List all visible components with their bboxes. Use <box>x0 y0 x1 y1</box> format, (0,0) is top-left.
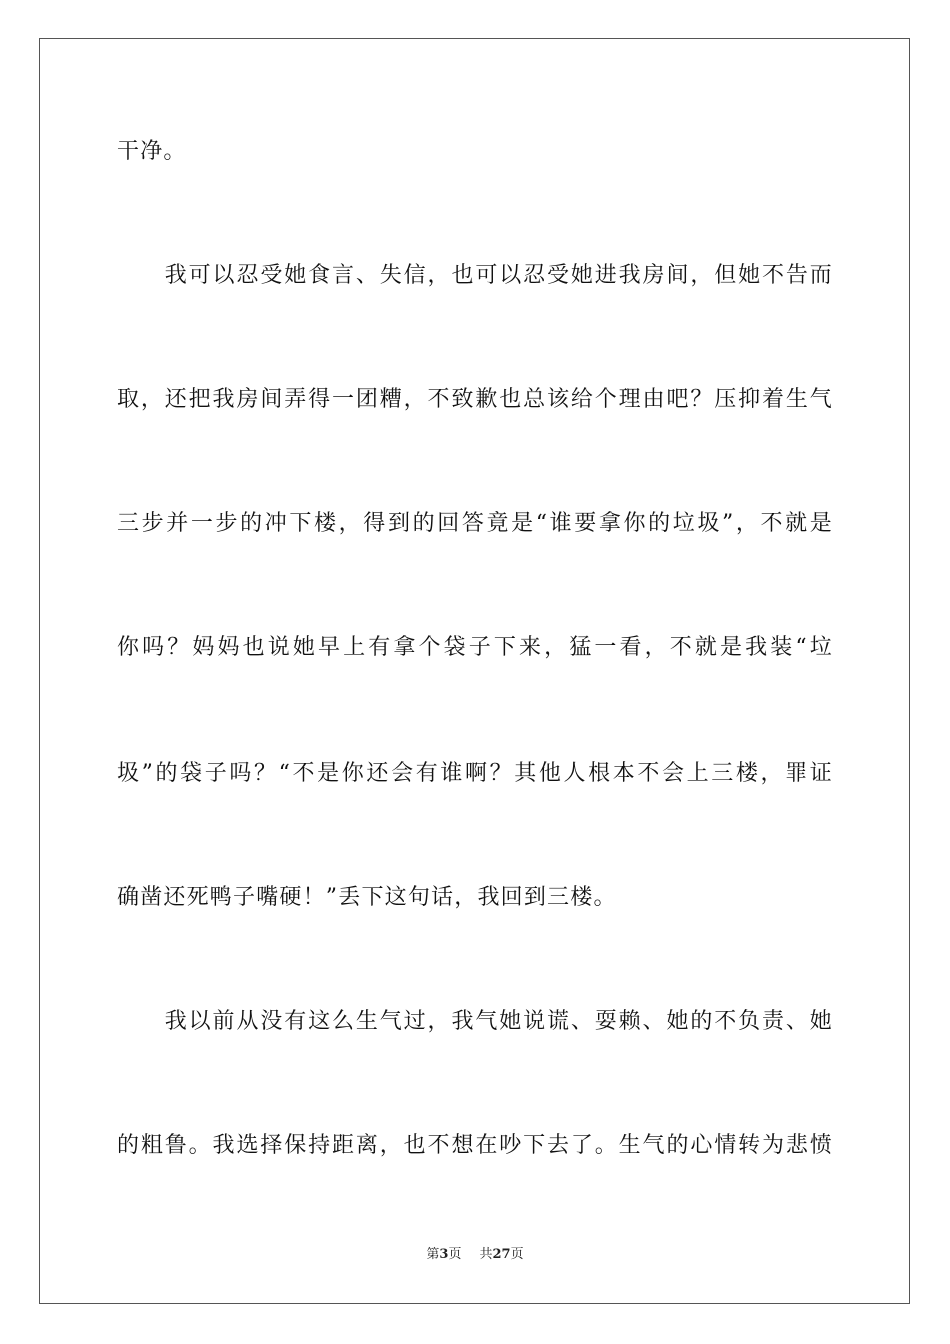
text-line: 取，还把我房间弄得一团糟，不致歉也总该给个理由吧？压抑着生气 <box>117 387 833 412</box>
page-prefix: 第 <box>426 1247 440 1262</box>
text-line: 我可以忍受她食言、失信，也可以忍受她进我房间，但她不告而 <box>117 263 833 288</box>
text-line: 三步并一步的冲下楼，得到的回答竟是“谁要拿你的垃圾”，不就是 <box>117 511 833 536</box>
text-line: 你吗？妈妈也说她早上有拿个袋子下来，猛一看，不就是我装“垃 <box>117 635 833 660</box>
text-line: 干净。 <box>117 139 187 164</box>
text-line: 确凿还死鸭子嘴硬！”丢下这句话，我回到三楼。 <box>117 885 617 910</box>
text-line: 圾”的袋子吗？“不是你还会有谁啊？其他人根本不会上三楼，罪证 <box>117 761 833 786</box>
text-line: 我以前从没有这么生气过，我气她说谎、耍赖、她的不负责、她 <box>117 1009 833 1034</box>
page-border <box>39 38 910 1304</box>
total-prefix: 共 <box>479 1247 493 1262</box>
page-suffix: 页 <box>448 1247 462 1262</box>
page-footer <box>0 1246 950 1264</box>
text-line: 的粗鲁。我选择保持距离，也不想在吵下去了。生气的心情转为悲愤 <box>117 1133 833 1158</box>
total-suffix: 页 <box>510 1247 524 1262</box>
page-number: 3 <box>439 1247 449 1262</box>
total-pages: 27 <box>492 1247 511 1262</box>
